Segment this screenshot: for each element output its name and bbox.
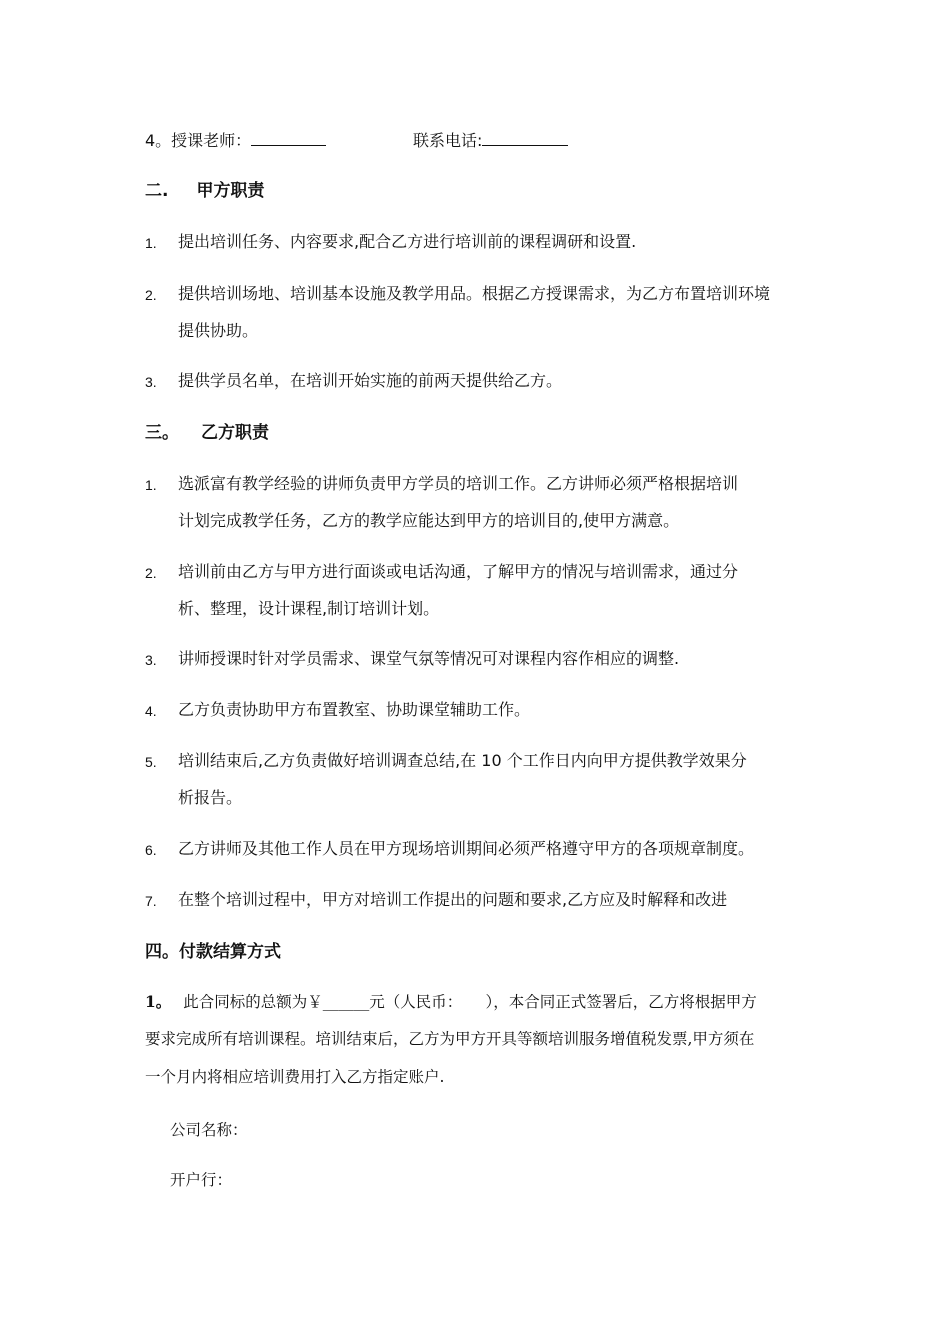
s3-item6-text: 乙方讲师及其他工作人员在甲方现场培训期间必须严格遵守甲方的各项规章制度。 xyxy=(178,839,755,858)
s3-item1-text-cont: 计划完成教学任务，乙方的教学应能达到甲方的培训目的,使甲方满意。 xyxy=(178,511,680,530)
section2-title: 甲方职责 xyxy=(196,181,265,201)
s2-item3-text: 提供学员名单，在培训开始实施的前两天提供给乙方。 xyxy=(178,371,563,390)
payment-para-line2: 要求完成所有培训课程。培训结束后，乙方为甲方开具等额培训服务增值税发票,甲方须在 xyxy=(145,1030,755,1048)
s3-item7-text: 在整个培训过程中，甲方对培训工作提出的问题和要求,乙方应及时解释和改进 xyxy=(178,890,728,909)
s2-item2-text: 提供培训场地、培训基本设施及教学用品。根据乙方授课需求，为乙方布置培训环境 xyxy=(178,284,771,303)
section2-heading xyxy=(145,180,264,202)
s3-item2-text-cont: 析、整理，设计课程,制订培训计划。 xyxy=(178,599,440,618)
s3-item5-number: 5. xyxy=(145,754,157,770)
s3-item6-number: 6. xyxy=(145,842,157,858)
s2-item1-number: 1. xyxy=(145,235,157,251)
s2-item1-text: 提出培训任务、内容要求,配合乙方进行培训前的课程调研和设置. xyxy=(178,232,637,251)
s3-item4-text: 乙方负责协助甲方布置教室、协助课堂辅助工作。 xyxy=(178,700,531,719)
s3-item1-number: 1. xyxy=(145,477,157,493)
payment-para-line1 xyxy=(145,991,757,1013)
section3-heading xyxy=(145,422,269,444)
s3-item3-text: 讲师授课时针对学员需求、课堂气氛等情况可对课程内容作相应的调整. xyxy=(178,649,680,668)
s2-item2-text-cont: 提供协助。 xyxy=(178,321,259,340)
s3-item7-number: 7. xyxy=(145,893,157,909)
s3-item2-number: 2. xyxy=(145,565,157,581)
teacher-line xyxy=(145,129,326,152)
payment-para-number: 1。 xyxy=(145,992,172,1011)
s3-item4-number: 4. xyxy=(145,703,157,719)
phone-label: 联系电话: xyxy=(413,131,483,150)
s3-item5-text: 培训结束后,乙方负责做好培训调查总结,在 10 个工作日内向甲方提供教学效果分 xyxy=(178,751,747,770)
s3-item1-text: 选派富有教学经验的讲师负责甲方学员的培训工作。乙方讲师必须严格根据培训 xyxy=(178,474,739,493)
section3-number: 三。 xyxy=(145,423,179,443)
s2-item2-number: 2. xyxy=(145,287,157,303)
s3-item5-text-cont: 析报告。 xyxy=(178,788,243,807)
section4-heading: 四。付款结算方式 xyxy=(145,942,281,962)
payment-para-line3: 一个月内将相应培训费用打入乙方指定账户. xyxy=(145,1068,445,1086)
payment-para-text1: 此合同标的总额为￥______元（人民币： ），本合同正式签署后，乙方将根据甲方 xyxy=(183,993,757,1011)
s3-item3-number: 3. xyxy=(145,652,157,668)
phone-line xyxy=(413,129,568,152)
teacher-blank xyxy=(251,129,326,146)
section3-title: 乙方职责 xyxy=(201,423,269,443)
company-name-label: 公司名称： xyxy=(170,1121,248,1139)
phone-blank xyxy=(482,129,568,146)
section2-number: 二. xyxy=(145,181,169,201)
teacher-label: 4。授课老师： xyxy=(145,131,252,150)
s2-item3-number: 3. xyxy=(145,374,157,390)
s3-item2-text: 培训前由乙方与甲方进行面谈或电话沟通，了解甲方的情况与培训需求，通过分 xyxy=(178,562,739,581)
bank-label: 开户行： xyxy=(170,1171,233,1189)
